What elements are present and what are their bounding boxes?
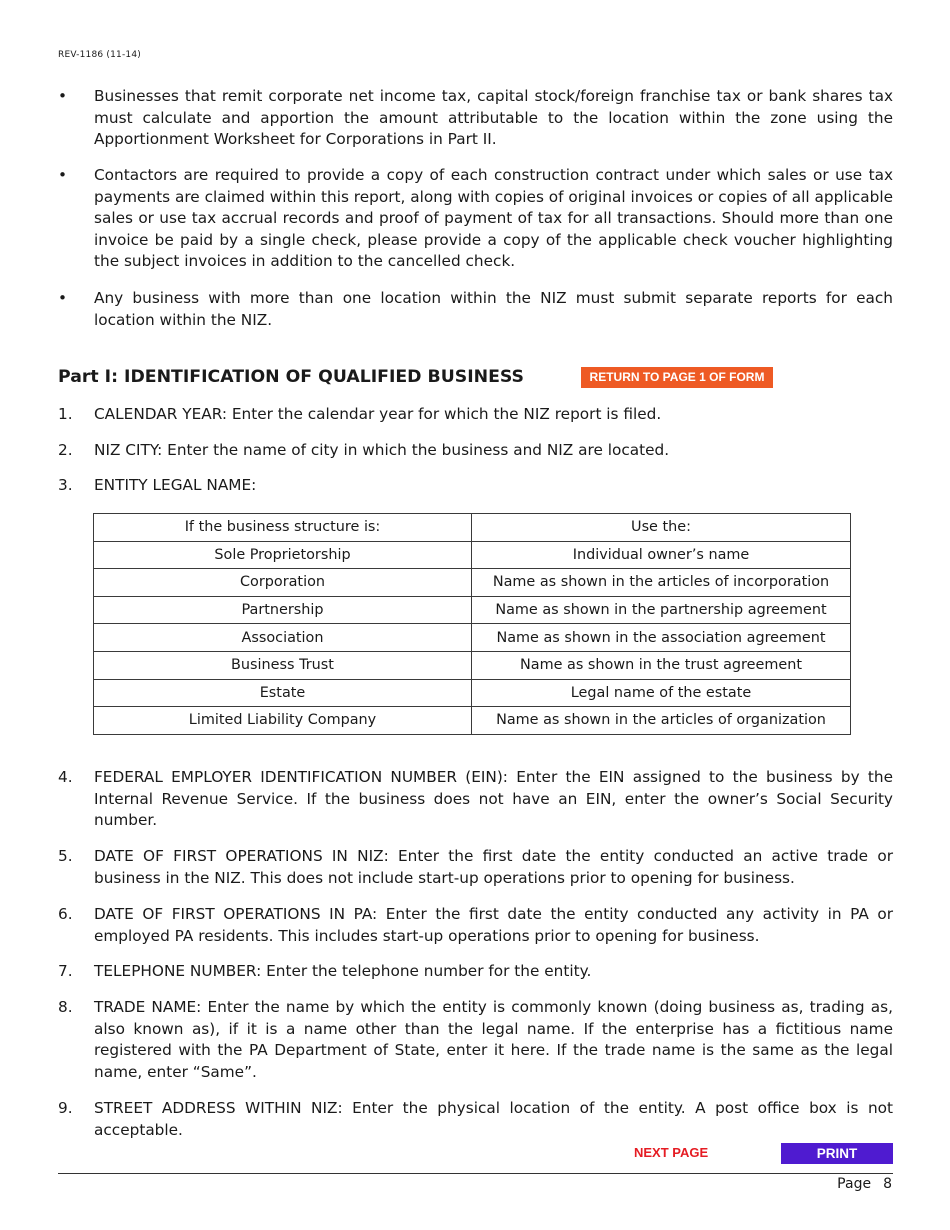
table-row	[94, 569, 851, 597]
item-text: TRADE NAME: Enter the name by which the entity is commonly known (doing business as, trading as, also known as), if it is a name other than the legal name. If the enterprise has a fictitious name registered with the PA Department of State, enter it here. If the trade name is the same as the legal name, enter “Same”.	[94, 998, 893, 1081]
bullet-text: Businesses that remit corporate net income tax, capital stock/foreign franchise tax or bank shares tax must calculate and apportion the amount attributable to the location within the zone using the Apportionment Worksheet for Corporations in Part II.	[94, 87, 893, 149]
table-cell: Name as shown in the articles of organization	[472, 707, 851, 735]
item-text: DATE OF FIRST OPERATIONS IN NIZ: Enter the first date the entity conducted an active trade or business in the NIZ. This does not include start-up operations prior to opening for business.	[94, 847, 893, 887]
table-cell: Corporation	[94, 569, 472, 597]
table-header: Use the:	[472, 514, 851, 542]
bullet-marker: •	[58, 166, 68, 184]
table-cell: Estate	[94, 679, 472, 707]
item-number: 9.	[58, 1099, 73, 1117]
list-item	[58, 961, 893, 983]
item-number: 6.	[58, 905, 73, 923]
table-header-row	[94, 514, 851, 542]
table-row	[94, 651, 851, 679]
item-number: 1.	[58, 405, 73, 423]
item-text: NIZ CITY: Enter the name of city in which the business and NIZ are located.	[94, 441, 670, 459]
item-text: CALENDAR YEAR: Enter the calendar year for which the NIZ report is filed.	[94, 405, 662, 423]
bullet-item	[58, 86, 893, 151]
list-item	[58, 997, 893, 1083]
item-text: FEDERAL EMPLOYER IDENTIFICATION NUMBER (EIN): Enter the EIN assigned to the business by the Internal Revenue Service. If the business does not have an EIN, enter the owner’s Social Security number.	[94, 768, 893, 830]
page-number-value: 8	[883, 1176, 892, 1192]
table-cell: Business Trust	[94, 651, 472, 679]
table-cell: Individual owner’s name	[472, 541, 851, 569]
list-item	[58, 767, 893, 832]
item-text: STREET ADDRESS WITHIN NIZ: Enter the physical location of the entity. A post office box is not acceptable.	[94, 1099, 893, 1139]
table-cell: Limited Liability Company	[94, 707, 472, 735]
item-number: 4.	[58, 768, 73, 786]
item-text: ENTITY LEGAL NAME:	[94, 476, 257, 494]
section-heading: Part I: IDENTIFICATION OF QUALIFIED BUSINESS	[58, 367, 525, 387]
entity-name-table	[93, 513, 851, 735]
bullet-marker: •	[58, 87, 68, 105]
list-item	[58, 404, 893, 426]
table-cell: Sole Proprietorship	[94, 541, 472, 569]
list-item	[58, 904, 893, 947]
list-item	[58, 846, 893, 889]
item-text: TELEPHONE NUMBER: Enter the telephone number for the entity.	[94, 962, 592, 980]
page-number	[837, 1176, 892, 1192]
next-page-link[interactable]: NEXT PAGE	[634, 1145, 709, 1160]
item-number: 2.	[58, 441, 73, 459]
bullet-text: Any business with more than one location within the NIZ must submit separate reports for each location within the NIZ.	[94, 289, 893, 329]
print-button[interactable]: PRINT	[781, 1143, 893, 1164]
item-number: 8.	[58, 998, 73, 1016]
list-item	[58, 475, 893, 497]
table-header: If the business structure is:	[94, 514, 472, 542]
footer-divider	[58, 1173, 893, 1174]
table-row	[94, 541, 851, 569]
table-row	[94, 707, 851, 735]
form-code: REV-1186 (11-14)	[58, 50, 141, 60]
table-cell: Name as shown in the association agreement	[472, 624, 851, 652]
bullet-item	[58, 288, 893, 331]
table-cell: Name as shown in the trust agreement	[472, 651, 851, 679]
table-row	[94, 596, 851, 624]
table-cell: Name as shown in the partnership agreement	[472, 596, 851, 624]
page-label: Page	[837, 1176, 872, 1192]
item-text: DATE OF FIRST OPERATIONS IN PA: Enter the first date the entity conducted any activity in PA or employed PA residents. This includes start-up operations prior to opening for business.	[94, 905, 893, 945]
list-item	[58, 440, 893, 462]
table-row	[94, 679, 851, 707]
table-cell: Legal name of the estate	[472, 679, 851, 707]
item-number: 5.	[58, 847, 73, 865]
bullet-marker: •	[58, 289, 68, 307]
item-number: 3.	[58, 476, 73, 494]
table-cell: Association	[94, 624, 472, 652]
table-cell: Name as shown in the articles of incorporation	[472, 569, 851, 597]
table-row	[94, 624, 851, 652]
table-cell: Partnership	[94, 596, 472, 624]
bullet-text: Contactors are required to provide a copy of each construction contract under which sales or use tax payments are claimed within this report, along with copies of original invoices or copies of all applicable sales or use tax accrual records and proof of payment of tax for all transactions. Should more than one invoice be paid by a single check, please provide a copy of the applicable check voucher highlighting the subject invoices in addition to the cancelled check.	[94, 166, 893, 271]
return-to-page-1-button[interactable]: RETURN TO PAGE 1 OF FORM	[581, 367, 773, 388]
bullet-item	[58, 165, 893, 273]
list-item	[58, 1098, 893, 1141]
item-number: 7.	[58, 962, 73, 980]
